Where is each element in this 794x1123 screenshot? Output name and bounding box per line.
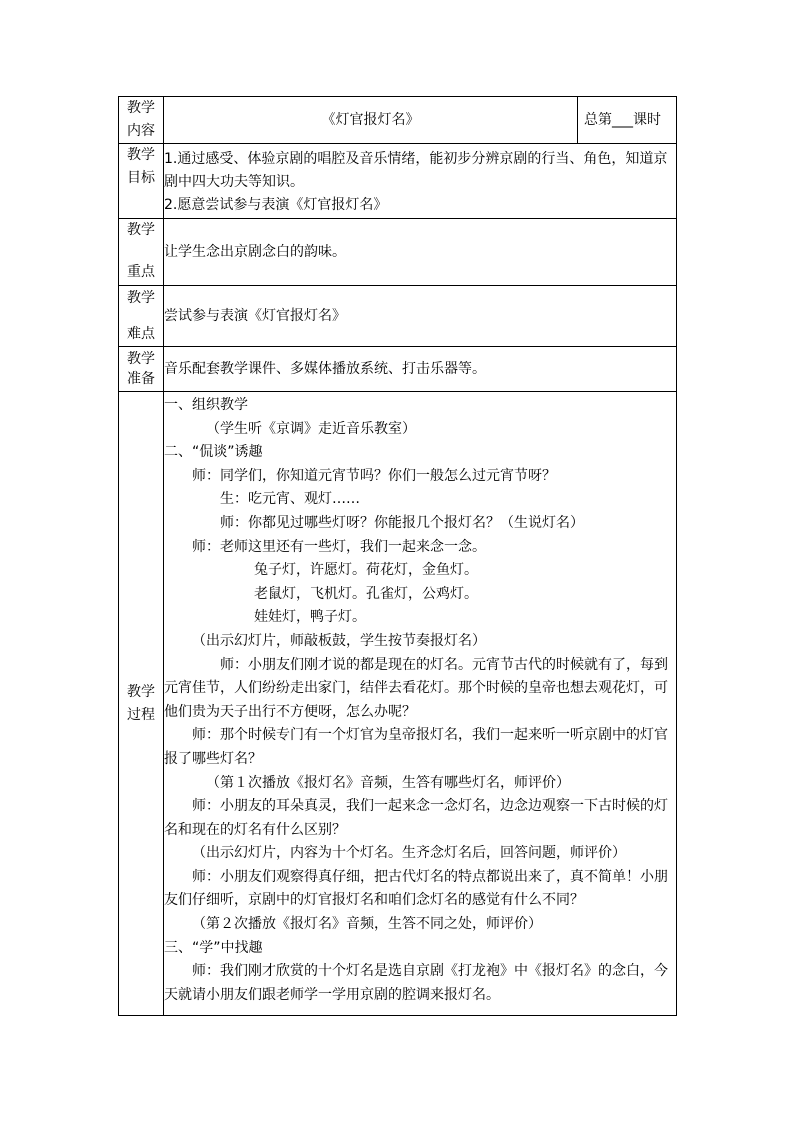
process-note: （学生听《京调》走近音乐教室） [206, 420, 416, 437]
row-content [119, 97, 677, 144]
label-line: 目标 [127, 170, 155, 186]
key-point-cell [164, 219, 677, 286]
process-note: （第２次播放《报灯名》音频，生答不同之处，师评价） [192, 916, 542, 933]
label-line: 准备 [127, 371, 155, 387]
lesson-title-cell [164, 97, 578, 144]
label-line: 难点 [127, 326, 155, 342]
row-objectives [119, 144, 677, 219]
process-note: （出示幻灯片，内容为十个灯名。生齐念灯名后，回答问题，师评价） [192, 845, 626, 862]
process-note: （出示幻灯片，师敲板鼓，学生按节奏报灯名） [192, 632, 486, 649]
teacher-line: 师：那个时候专门有一个灯官为皇帝报灯名，我们一起来听一听京剧中的灯官报了哪些灯名？ [164, 727, 668, 767]
row-process [119, 392, 677, 1016]
lantern-names: 兔子灯，许愿灯。荷花灯，金鱼灯。 [254, 562, 478, 579]
teacher-line: 师：小朋友的耳朵真灵，我们一起来念一念灯名，边念边观察一下古时候的灯名和现在的灯名有什么区别？ [164, 798, 668, 838]
label-process [119, 392, 164, 1016]
label-difficulty [119, 286, 164, 347]
objective-1: 1.通过感受、体验京剧的唱腔及音乐情绪，能初步分辨京剧的行当、角色，知道京剧中四大功夫等知识。 [164, 151, 668, 190]
teacher-line: 师：你都见过哪些灯呀？你能报几个报灯名？（生说灯名） [220, 514, 584, 531]
objectives-cell [164, 144, 677, 219]
process-note: （第１次播放《报灯名》音频，生答有哪些灯名，师评价） [206, 774, 570, 791]
label-key-point [119, 219, 164, 286]
lesson-title: 《灯官报灯名》 [321, 111, 420, 128]
label-line: 教学 [127, 147, 155, 163]
label-content [119, 97, 164, 144]
label-preparation [119, 347, 164, 392]
difficulty-cell [164, 286, 677, 347]
label-line: 教学 [127, 100, 155, 116]
lantern-names: 老鼠灯，飞机灯。孔雀灯，公鸡灯。 [254, 585, 478, 602]
row-key-point [119, 219, 677, 286]
period-cell [578, 97, 677, 144]
label-line: 内容 [127, 123, 155, 139]
section-heading: 二、“侃谈”诱趣 [164, 444, 263, 461]
key-point-text: 让学生念出京剧念白的韵味。 [164, 243, 346, 260]
teacher-line: 师：小朋友们观察得真仔细，把古代灯名的特点都说出来了，真不简单！小朋友们仔细听，京剧中的灯官报灯名和咱们念灯名的感觉有什么不同？ [164, 868, 668, 909]
objective-2: 2.愿意尝试参与表演《灯官报灯名》 [164, 197, 388, 213]
section-heading: 三、“学”中找趣 [164, 939, 263, 956]
teacher-line: 师：小朋友们刚才说的都是现在的灯名。元宵节古代的时候就有了，每到元宵佳节，人们纷纷走出家门，结伴去看花灯。那个时候的皇帝也想去观花灯，可他们贵为天子出行不方便呀，怎么办呢？ [164, 656, 668, 720]
student-line: 生：吃元宵、观灯…… [220, 491, 360, 508]
preparation-text: 音乐配套教学课件、多媒体播放系统、打击乐器等。 [164, 360, 486, 377]
row-preparation [119, 347, 677, 392]
lantern-names: 娃娃灯，鸭子灯。 [254, 609, 366, 626]
preparation-cell [164, 347, 677, 392]
lesson-plan-table [118, 96, 677, 1016]
teacher-line: 师：同学们，你知道元宵节吗？你们一般怎么过元宵节呀？ [192, 467, 556, 484]
process-cell [164, 392, 677, 1016]
section-heading: 一、组织教学 [164, 397, 248, 413]
difficulty-text: 尝试参与表演《灯官报灯名》 [164, 307, 346, 324]
teacher-line: 师：老师这里还有一些灯，我们一起来念一念。 [192, 538, 486, 555]
label-line: 重点 [127, 264, 155, 280]
label-line: 过程 [127, 706, 155, 723]
label-line: 教学 [127, 222, 155, 238]
period-count: 总第___课时 [584, 111, 661, 128]
label-line: 教学 [127, 683, 155, 700]
label-line: 教学 [127, 290, 155, 306]
label-objectives [119, 144, 164, 219]
row-difficulty [119, 286, 677, 347]
label-line: 教学 [127, 351, 155, 367]
teacher-line: 师：我们刚才欣赏的十个灯名是选自京剧《打龙袍》中《报灯名》的念白，今天就请小朋友们跟老师学一学用京剧的腔调来报灯名。 [164, 963, 668, 1003]
